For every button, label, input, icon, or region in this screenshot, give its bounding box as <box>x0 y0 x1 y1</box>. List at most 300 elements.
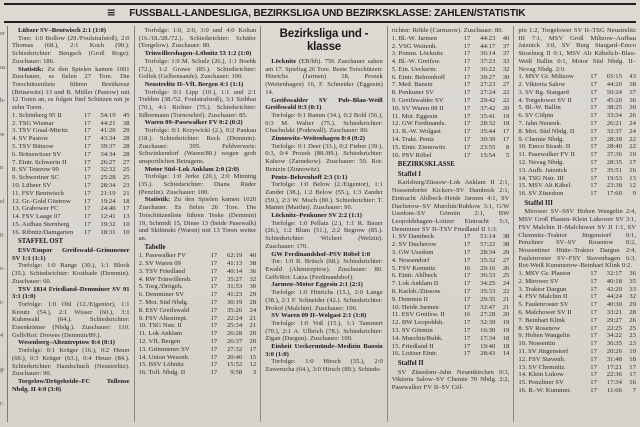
goal-ratio: 37:23 <box>480 58 496 66</box>
team-name: 6. Brüsewitzer SV <box>12 150 62 158</box>
table-row <box>392 128 510 136</box>
team-name: 5. Faulenroster SV <box>518 301 569 309</box>
table-row <box>12 127 130 135</box>
goal-ratio: 39:27 <box>480 73 496 81</box>
goal-ratio: 35:51 <box>606 166 622 174</box>
team-name: 1. MSV Gr. Plasten <box>518 270 571 278</box>
table-row <box>139 346 257 354</box>
team-name: 5. Ein. Ueckerm. <box>391 65 438 73</box>
games-played: 17 <box>83 119 91 127</box>
table-row <box>392 327 510 335</box>
games-played: 17 <box>590 355 597 363</box>
team-name: 1. Schönberg 95 II <box>12 111 62 119</box>
games-played: 17 <box>590 190 597 198</box>
points: 12 <box>629 182 636 190</box>
games-played: 17 <box>463 241 471 249</box>
goal-ratio: 28:35 <box>606 158 622 166</box>
goal-ratio: 26:37 <box>226 337 243 345</box>
points: 10 <box>122 220 130 228</box>
goal-ratio: 37:42 <box>480 104 496 112</box>
team-name: 3. Pomm. Löcknitz <box>391 50 444 58</box>
news-column-2 <box>135 26 262 422</box>
points: 3 <box>252 369 257 377</box>
goal-ratio: 11:66 <box>606 387 622 395</box>
points: 13 <box>629 174 636 182</box>
report-paragraph: Torfolge: 1:0 Voß (15.), 1:1 Tammert (70.), 2:1 A. Ulbrich (78.). Schiedsrichter: Zigan (Dargun). Zuschauer: 100. <box>265 319 383 343</box>
team-name: 11. Pasewalker FV II <box>518 151 575 159</box>
goal-ratio: 27:32 <box>226 345 243 353</box>
games-played: 17 <box>463 120 471 128</box>
report-paragraph: Statistik: Zu den Spielen kamen 1001 Zuschauer, es fielen 27 Tore. Die Torschützenliste führen Breitkreuz (Brüsewitz) 13 und R. Müller (Pastow) mit 12 Toren an, es folgen fünf Schützen mit je zehn Toren. <box>12 65 130 112</box>
team-name: 1. Bl.-W. Jarmen <box>391 34 438 42</box>
team-name: 8. SV Rosenow <box>518 324 561 332</box>
report-paragraph: Torfolge: 1:0 Jerke (20.), 2:0 Minning (35.). Schiedsrichter: Diana Räder (Penzlin). Zuschauer: 100. <box>138 173 257 196</box>
table-row <box>139 330 257 338</box>
points: 28 <box>122 135 130 143</box>
match-heading: Wesenberg–Altentreptow 0:4 (0:1) <box>18 339 115 347</box>
team-name: 16. SV Züsedom <box>518 190 564 198</box>
report-paragraph: Torfolge: 0:1 Lipp (10.), 1:1 und 2:1 Trebbin (38./52. Foulstrafstoß), 3:1 Szibbat (70.), 4:1 Richter (75.). Schiedsrichter: Silbermann (Tornowhof). Zuschauer: 85. <box>138 88 257 119</box>
points: 19 <box>629 151 636 159</box>
goal-ratio: 26:27 <box>100 158 116 166</box>
games-played: 17 <box>590 285 597 293</box>
team-name: 15. MSV Alt Käbel. <box>518 182 572 190</box>
goal-ratio: 41:13 <box>226 259 243 267</box>
games-played: 17 <box>590 316 597 324</box>
team-name: 5. TSV Bützow <box>12 142 54 150</box>
games-played: 17 <box>590 348 597 356</box>
goal-ratio: 25:28 <box>100 174 116 182</box>
goal-ratio: 32:47 <box>480 303 496 311</box>
team-name: 12. VfL Bergen <box>138 337 181 345</box>
team-name: 15. Penzliner SV <box>518 379 564 387</box>
table-row <box>392 249 510 257</box>
games-played: 17 <box>83 220 91 228</box>
cutoff-text-fragment: r: <box>0 399 4 407</box>
team-name: 11. Lok Anklam <box>138 330 182 338</box>
points: 27 <box>502 256 510 264</box>
table-row <box>392 296 510 304</box>
goal-ratio: 22:25 <box>606 324 622 332</box>
points: 25 <box>122 166 130 174</box>
goal-ratio: 36:33 <box>480 272 496 280</box>
games-played: 17 <box>463 280 471 288</box>
table-row <box>392 233 510 241</box>
goal-ratio: 27:23 <box>480 81 496 89</box>
table-row <box>518 104 636 112</box>
table-row <box>518 73 636 81</box>
points: 38 <box>502 233 510 241</box>
cutoff-text-fragment: g- <box>0 365 6 373</box>
table-row <box>518 175 636 183</box>
games-played: 17 <box>83 205 91 213</box>
team-name: 8. SV Teterow 90 <box>12 166 59 174</box>
games-played: 17 <box>590 81 597 89</box>
games-played: 17 <box>463 128 471 136</box>
points: 26 <box>502 264 510 272</box>
games-played: 17 <box>590 340 597 348</box>
cutoff-text-fragment: er <box>0 30 5 37</box>
points: 20 <box>249 337 257 345</box>
goal-ratio: 30:39 <box>480 136 496 144</box>
team-name: 7. Mot. Süd Nbdg. <box>138 298 189 306</box>
points: 20 <box>502 311 510 319</box>
table-row <box>392 350 510 358</box>
goal-ratio: 36:22 <box>480 65 496 73</box>
games-played: 17 <box>210 314 218 322</box>
points: 18 <box>502 334 510 342</box>
points: 26 <box>629 316 636 324</box>
table-row <box>139 268 257 276</box>
points: 17 <box>502 128 510 136</box>
points: 38 <box>502 241 510 249</box>
cutoff-text-fragment: w <box>0 130 5 138</box>
team-name: 9. Schweriner SC <box>12 174 59 182</box>
table-row <box>139 361 257 369</box>
games-played: 17 <box>590 158 597 166</box>
table-row <box>392 97 510 105</box>
points: 30 <box>249 283 257 291</box>
goal-ratio: 35:27 <box>226 275 243 283</box>
table-row <box>518 309 636 317</box>
table-row <box>12 229 130 237</box>
points: 21 <box>249 322 257 330</box>
goal-ratio: 19:32 <box>100 220 116 228</box>
games-played: 17 <box>83 127 91 135</box>
points: 24 <box>502 280 510 288</box>
goal-ratio: 24:40 <box>100 205 116 213</box>
rubric-title: Bezirksliga und -klasse <box>279 28 369 53</box>
goal-ratio: 34:22 <box>606 332 622 340</box>
report-paragraph: Torfolge: 0:1 Deer (33.), 0:2 Fieber (39.), 0:3, 0:4 Prozek (88./89.). Schiedsrichter: Kalsow (Zarnekow). Zuschauer: 50. Rot: Bentzin (Zinnowitz). <box>265 142 383 173</box>
games-played: 17 <box>210 337 218 345</box>
games-played: 17 <box>463 42 471 50</box>
games-played: 17 <box>590 96 597 104</box>
team-name: 13. SV Görmin <box>391 326 433 334</box>
section-label: STAFFEL OST <box>18 238 64 246</box>
points: 29 <box>249 291 257 299</box>
points: 18 <box>629 355 636 363</box>
table-row <box>518 379 636 387</box>
goal-ratio: 34:25 <box>480 280 496 288</box>
cutoff-text-fragment: 0 <box>0 231 4 239</box>
table-row <box>392 105 510 113</box>
table-row <box>12 221 130 229</box>
points: 18 <box>502 342 510 350</box>
table-row <box>139 322 257 330</box>
cutoff-text-fragment: i- <box>0 298 4 306</box>
table-row <box>392 257 510 265</box>
team-name: 5. FSV Kemnitz <box>391 264 436 272</box>
table-row <box>12 174 130 182</box>
table-row <box>518 143 636 151</box>
team-name: 4. Bl.-W. Greifsw. <box>391 58 441 66</box>
team-name: 7. Beinhart Klink <box>518 316 565 324</box>
games-played: 17 <box>83 158 91 166</box>
table-row <box>392 288 510 296</box>
games-played: 17 <box>210 345 218 353</box>
team-name: 4. RW Trinwillersh. <box>138 275 192 283</box>
goal-ratio: 44:23 <box>480 34 496 42</box>
table-row <box>392 343 510 351</box>
goal-ratio: 32:32 <box>100 166 116 174</box>
games-played: 17 <box>463 112 471 120</box>
table-row <box>12 135 130 143</box>
points: 24 <box>629 120 636 127</box>
points: 22 <box>629 135 636 143</box>
table-row <box>139 315 257 323</box>
table-row <box>518 340 636 348</box>
points: 38 <box>122 119 130 127</box>
goal-ratio: 35:32 <box>480 256 496 264</box>
goal-ratio: 28:32 <box>480 120 496 128</box>
table-row <box>139 260 257 268</box>
goal-ratio: 22:24 <box>226 314 243 322</box>
points: 33 <box>502 58 510 66</box>
team-name: 10. Heide Jarmen <box>391 303 439 311</box>
team-name: 16. Ribnitz/Damgarten <box>12 228 74 236</box>
games-played: 17 <box>463 326 471 334</box>
goal-ratio: 26:28 <box>226 330 243 338</box>
team-name: 10. Lübzer SV <box>12 181 52 189</box>
goal-ratio: 34:34 <box>100 150 116 158</box>
goal-ratio: 28:34 <box>480 248 496 256</box>
points: 17 <box>122 205 130 213</box>
games-played: 17 <box>590 88 597 96</box>
points: 40 <box>249 252 257 260</box>
goal-ratio: 36:35 <box>606 340 622 348</box>
goal-ratio: 9:58 <box>230 369 243 377</box>
team-name: 15. Aufbau Sternberg <box>12 220 70 228</box>
team-name: 14. Union Wesenb. <box>138 353 190 361</box>
table-row <box>518 112 636 120</box>
goal-ratio: 42:20 <box>606 285 622 293</box>
cutoff-text-fragment: n <box>0 164 4 172</box>
team-name: 11. FSV Bentwisch <box>12 189 64 197</box>
points: 24 <box>629 127 636 135</box>
games-played: 17 <box>463 256 471 264</box>
match-heading: Jarmen–Motor Eggesin 2:1 (2:1) <box>271 281 363 289</box>
team-name: 4. SV Pastow <box>12 135 49 143</box>
league-table <box>392 233 510 358</box>
games-played: 17 <box>590 309 597 317</box>
goal-ratio: 35:41 <box>480 112 496 120</box>
table-row <box>518 136 636 144</box>
section-label: Tabelle <box>144 243 166 251</box>
team-name: 2. SV Ducherow <box>391 241 437 249</box>
points: 17 <box>629 158 636 166</box>
games-played: 17 <box>463 104 471 112</box>
table-row <box>392 335 510 343</box>
table-row <box>392 120 510 128</box>
points: 10 <box>122 228 130 236</box>
games-played: 17 <box>463 248 471 256</box>
table-row <box>139 354 257 362</box>
table-row <box>392 50 510 58</box>
table-row <box>12 143 130 151</box>
section-label: BEZIRKSKLASSE <box>397 161 455 169</box>
games-played: 17 <box>590 270 597 278</box>
goal-ratio: 50:24 <box>606 88 622 96</box>
goal-ratio: 33:21 <box>606 309 622 317</box>
goal-ratio: 15:52 <box>226 361 243 369</box>
points: 20 <box>249 330 257 338</box>
team-name: 10. Nossentin <box>518 340 556 348</box>
points: 32 <box>502 65 510 73</box>
table-row <box>139 338 257 346</box>
match-heading: Zinnowitz–Weitenhagen 0:4 (0:2) <box>271 135 365 143</box>
games-played: 17 <box>590 73 597 81</box>
points: 7 <box>632 387 636 395</box>
cutoff-text-fragment: us <box>0 63 6 71</box>
table-row <box>392 241 510 249</box>
goal-ratio: 23:38 <box>606 182 622 190</box>
points: 19 <box>629 348 636 356</box>
table-row <box>12 213 130 221</box>
games-played: 17 <box>210 306 218 314</box>
table-row <box>518 182 636 190</box>
table-row <box>139 252 257 260</box>
goal-ratio: 62:19 <box>226 252 243 260</box>
goal-ratio: 28:40 <box>606 143 622 151</box>
points: 22 <box>502 287 510 295</box>
team-name: 3. GW Usedom <box>391 248 434 256</box>
team-name: 12. FSV Stavenh. <box>518 355 566 363</box>
goal-ratio: 17:21 <box>606 363 622 371</box>
team-name: 6. SV Cölpin <box>518 112 554 120</box>
table-row <box>392 58 510 66</box>
games-played: 16 <box>463 264 471 272</box>
goal-ratio: 19:40 <box>480 342 496 350</box>
games-played: 17 <box>83 142 91 150</box>
table-row <box>518 348 636 356</box>
games-played: 17 <box>590 293 597 301</box>
table-row <box>392 280 510 288</box>
table-row <box>518 301 636 309</box>
match-heading: Waren 09–Pasewalker FV 0:2 (0:2) <box>144 119 243 127</box>
goal-ratio: 44:24 <box>606 293 622 301</box>
points: 28 <box>122 150 130 158</box>
team-name: 1. SV Dambeck <box>391 233 435 241</box>
cutoff-text-fragment: el <box>0 197 5 205</box>
team-name: 4. Nossendorf <box>391 256 430 264</box>
team-name: 5. Torg./Drögeh. <box>138 283 183 291</box>
games-played: 17 <box>210 322 218 330</box>
match-heading: Löcknitz–Penkuner SV 2:2 (1:1) <box>271 212 362 220</box>
report-paragraph: Tore: 1:0 Bollow (29./Foulstrafstoß), 2:0 Thomas (68.), 2:1 Koch (90.). Schiedsrichter: Bengsch (Groß Roge). Zuschauer: 186. <box>12 34 130 65</box>
points: 30 <box>629 104 636 112</box>
paragraph-lead: Statistik: <box>18 65 48 73</box>
points: 43 <box>629 73 636 81</box>
points: 22 <box>502 97 510 105</box>
team-name: 9. Demmin II <box>391 295 428 303</box>
games-played: 17 <box>83 135 91 143</box>
team-name: 11. ESV Greifsw. II <box>391 311 445 319</box>
games-played: 17 <box>463 151 471 159</box>
goal-ratio: 15:54 <box>480 151 496 159</box>
match-heading: Greifswalder SV Pub–Blau-Weiß Greifswald 0:3 (0:1) <box>265 96 383 112</box>
report-paragraph: Torfolge: 1:0, 2:0, 3:0 und 4:0 Koltan (16./18./28./72.). Schiedsrichter: Schäfer (Torgelow). Zuschauer: 80. <box>138 27 257 50</box>
team-name: 1. MSV Gr. Miltzow <box>518 73 574 81</box>
points: 22 <box>629 143 636 151</box>
games-played: 17 <box>463 81 471 89</box>
goal-ratio: 35:33 <box>480 287 496 295</box>
team-name: 12. GW Ferdinands. <box>391 120 446 128</box>
points: 13 <box>122 213 130 221</box>
points: 24 <box>249 306 257 314</box>
goal-ratio: 57:22 <box>480 241 496 249</box>
triple-bars-icon: ≡ <box>106 6 116 19</box>
goal-ratio: 28:43 <box>480 350 496 358</box>
report-paragraph: Torfolge: 1:0 Range (30.), 1:1 Block (35.). Schiedsrichter: Kostbade (Demmin). Zuschauer: 60. <box>12 262 130 285</box>
league-table <box>392 35 510 160</box>
goal-ratio: 40:14 <box>226 267 243 275</box>
team-name: 16. PSV Röbel <box>391 151 432 159</box>
games-played: 17 <box>83 189 91 197</box>
goal-ratio: 25:34 <box>226 322 243 330</box>
points: 28 <box>122 142 130 150</box>
table-row <box>12 198 130 206</box>
table-row <box>392 265 510 273</box>
games-played: 17 <box>463 287 471 295</box>
games-played: 17 <box>463 58 471 66</box>
report-paragraph: pin 1:2, Torgelower SV II–TSG Neustrelitz III 7:1, MSV Groß Miltzow–Aufbau Jatznick 3:0, SV Burg Stargard–Emco Strasburg II 0:1, MSV Alt Käbelich–Blau-Weiß Ballin 0:1, Motor Süd Nbdg. II–Nevag Nbdg. 2:0. <box>518 27 636 73</box>
table-row <box>392 144 510 152</box>
table-row <box>518 293 636 301</box>
match-heading: Motor Süd–Lok Anklam 2:0 (2:0) <box>144 165 239 173</box>
goal-ratio: 54:19 <box>100 111 116 119</box>
games-played: 17 <box>83 213 91 221</box>
games-played: 17 <box>210 291 218 299</box>
games-played: 17 <box>210 369 218 377</box>
points: 21 <box>502 295 510 303</box>
table-row <box>518 120 636 128</box>
points: 35 <box>629 277 636 285</box>
table-row <box>12 159 130 167</box>
team-name: 8. Penkuner SV <box>391 89 434 97</box>
report-paragraph: Torfolge: 0:1 Krüger (16.), 0:2 Heuer (60.), 0:3 Krüger (63.), 0:4 Heuer (84.). Schiedsrichter: Handschuch (Neustrelitz). Zuschauer: 90. <box>12 347 130 378</box>
team-name: 13. Aufb. Jatznick <box>518 166 568 174</box>
team-name: 15. Friedland II <box>391 342 434 350</box>
goal-ratio: 44:20 <box>606 81 622 89</box>
table-row <box>392 311 510 319</box>
section-label: Staffel III <box>524 199 553 207</box>
table-row <box>392 304 510 312</box>
report-paragraph: Tor: 1:0 R. Brüsch (68.). Schiedsrichter: Ewald (Altentreptow). Zuschauer: 80. Gelb/Rot: Latza (Ferdinandshof). <box>265 258 383 281</box>
report-paragraph: Torfolge: 1:0 Below (2./Eigentor), 1:1 Zander (38.), 1:2 Below (55.), 1:3 Zander (59.), 2:3 W. Much (80.). Schiedsrichter: T. Mantei (Marihn). Zuschauer: 90. <box>265 181 383 212</box>
team-name: 6. Eintr. Ahlbeck <box>391 272 438 280</box>
team-name: 16. Loitzer Eintr. <box>391 350 438 358</box>
news-column-1 <box>8 26 135 422</box>
games-played: 17 <box>210 267 218 275</box>
news-column-5 <box>514 26 640 422</box>
section-label: Staffel I <box>397 170 421 178</box>
cutoff-text-fragment: 4 <box>0 332 4 340</box>
games-played: 17 <box>210 353 218 361</box>
games-played: 17 <box>463 143 471 151</box>
games-played: 17 <box>590 387 597 395</box>
table-row <box>518 270 636 278</box>
report-paragraph: Löcknitz (EB/hh). 756 Zuschauer sahen am 17. Spieltag 26 Tore. Beste Torschützen: Hinrichs (Jarmen) 18, Prozek (Weitenhagen) 16, F. Schneider (Eggesin) 14. <box>265 58 383 96</box>
goal-ratio: 33:34 <box>606 112 622 120</box>
games-played: 17 <box>463 136 471 144</box>
points: 36 <box>629 270 636 278</box>
team-name: 13. Grabower FC <box>12 205 59 213</box>
table-row <box>12 182 130 190</box>
goal-ratio: 28:39 <box>606 135 622 143</box>
points: 12 <box>249 361 257 369</box>
table-row <box>518 89 636 97</box>
